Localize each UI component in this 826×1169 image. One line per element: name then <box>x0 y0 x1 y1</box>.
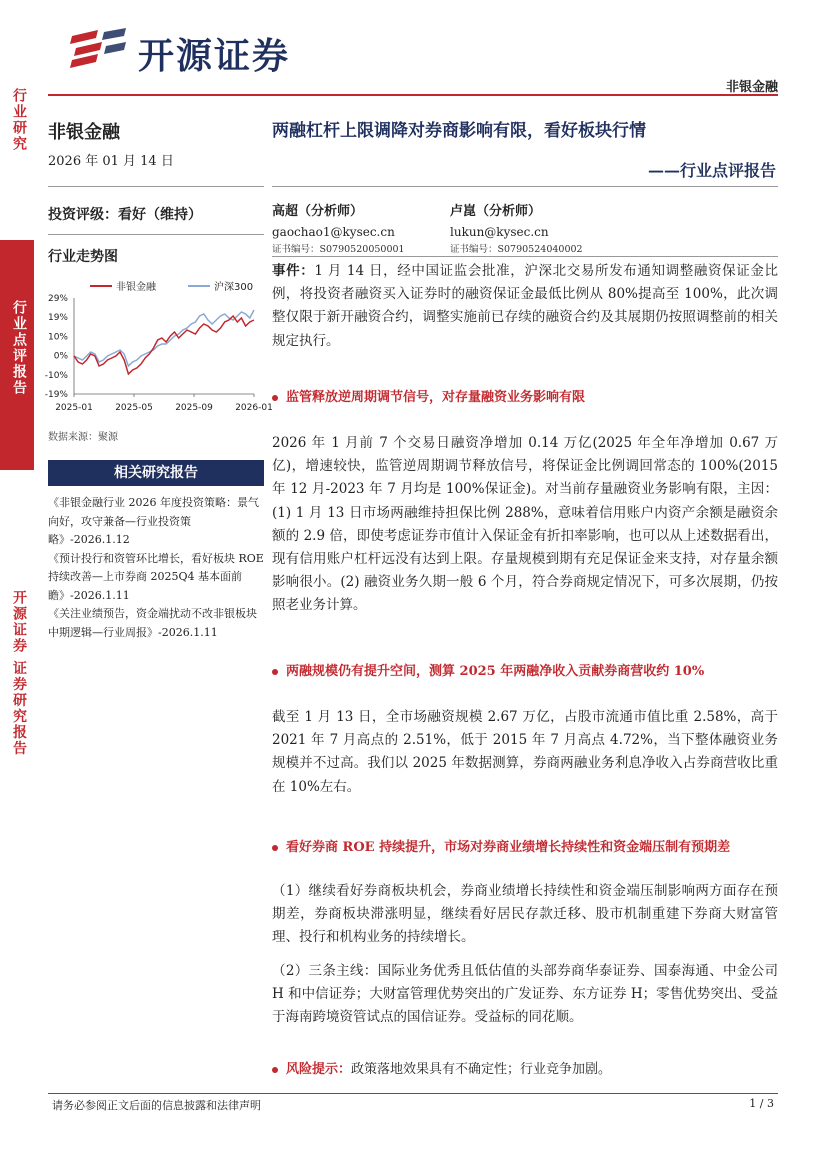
y-tick-label: 19% <box>47 313 68 324</box>
bullet-icon <box>272 845 278 851</box>
series-line <box>74 316 254 374</box>
report-title: 两融杠杆上限调降对券商影响有限，看好板块行情 <box>272 121 646 141</box>
sidebar-bottom <box>0 470 34 1169</box>
analyst-divider <box>272 256 778 257</box>
bullet-icon <box>272 395 278 401</box>
analyst-cert: 证书编号：S0790524040002 <box>450 244 583 255</box>
y-tick-label: 0% <box>53 351 68 362</box>
y-tick-label: -19% <box>44 390 68 400</box>
trend-chart-title: 行业走势图 <box>48 249 118 265</box>
section-paragraph: （2）三条主线：国际业务优秀且低估值的头部券商华泰证券、国泰海通、中金公司 H 和中信证券；大财富管理优势突出的广发证券、东方证券 H；零售优势突出、受益于海南跨境资管试点的国信证券。受益标的同花顺。 <box>272 963 778 1026</box>
related-report-item[interactable]: 《关注业绩预告，资金端扰动不改非银板块中期逻辑—行业周报》-2026.1.11 <box>48 607 257 639</box>
bullet-icon <box>272 669 278 675</box>
sidebar-label-mid: 行业点评报告 <box>11 300 27 396</box>
section-heading <box>272 386 585 405</box>
footer-disclaimer: 请务必参阅正文后面的信息披露和法律声明 <box>52 1099 261 1112</box>
brand-logo-icon <box>68 28 128 74</box>
y-tick-label: 10% <box>47 332 68 343</box>
section-paragraph: 2026 年 1 月前 7 个交易日融资净增加 0.14 万亿(2025 年全年净增加 0.67 万亿)，增速较快，监管逆周期调节释放信号，将保证金比例调回常态的 100%(2015 年 12 月-2023 年 7 月均是 100%保证金)。对当前存量融资业务影响有限，主因：(1) 1 月 13 日市场两融维持担保比例 288%，意味着信用账户内资产余额是融资余额的 2.9 倍，即使考虑证券市值计入保证金有折扣率影响，也可以从上述数据看出，现有信用账户杠杆远没有达到上限。存量规模到期有充足保证金来支持，对存量余额影响很小。(2) 融资业务久期一般 6 个月，符合券商规定情况下，可多次展期，仍按照老业务计算。 <box>272 435 778 614</box>
related-reports-list <box>48 494 264 642</box>
section-heading-text: 看好券商 ROE 持续提升，市场对券商业绩增长持续性和资金端压制有预期差 <box>286 840 731 855</box>
analyst-email[interactable]: gaochao1@kysec.cn <box>272 225 395 239</box>
bullet-icon <box>272 1067 278 1073</box>
analyst-card <box>450 200 583 255</box>
chart-source: 数据来源：聚源 <box>48 432 118 443</box>
brand-name: 开源证券 <box>138 36 291 77</box>
event-paragraph <box>272 260 778 353</box>
footer-divider <box>48 1093 778 1094</box>
report-type: ——行业点评报告 <box>647 161 776 180</box>
event-text: 1 月 14 日，经中国证监会批准，沪深北交易所发布通知调整融资保证金比例，将投资者融资买入证券时的融资保证金最低比例从 80%提高至 100%，此次调整仅限于新开融资合约，调整实施前已存续的融资合约及其展期仍按照调整前的相关规定执行。 <box>272 263 779 349</box>
x-tick-label: 2025-01 <box>55 403 93 413</box>
investment-rating: 投资评级：看好（维持） <box>48 207 202 223</box>
legend-label: 沪深300 <box>214 282 254 293</box>
analyst-card <box>272 200 405 255</box>
risk-label: 风险提示： <box>286 1062 352 1077</box>
title-divider <box>272 186 778 187</box>
chart-axes <box>45 294 273 413</box>
x-tick-label: 2026-01 <box>235 403 273 413</box>
y-tick-label: 29% <box>47 294 68 304</box>
header-divider <box>48 94 778 96</box>
sidebar-mid <box>0 240 34 470</box>
analyst-name: 卢崑（分析师） <box>450 204 542 219</box>
section-heading <box>272 660 704 679</box>
analyst-email[interactable]: lukun@kysec.cn <box>450 225 549 239</box>
sidebar-label-bottom: 开源证券 证券研究报告 <box>11 590 27 757</box>
section-heading-text: 两融规模仍有提升空间，测算 2025 年两融净收入贡献券商营收约 10% <box>286 664 705 679</box>
sidebar-top <box>0 0 34 240</box>
trend-chart <box>40 276 273 421</box>
risk-note <box>272 1058 611 1077</box>
page-number: 1 / 3 <box>749 1097 774 1110</box>
analyst-cert: 证书编号：S0790520050001 <box>272 244 405 255</box>
section-paragraph: 截至 1 月 13 日，全市场融资规模 2.67 万亿，占股市流通市值比重 2.58%，高于 2021 年 7 月高点的 2.51%，低于 2015 年 7 月高点 4.72%，当下整体融资业务规模并不过高。我们以 2025 年数据测算，券商两融业务利息净收入占券商营收比重在 10%左右。 <box>272 709 778 795</box>
chart-lines <box>74 310 254 374</box>
x-tick-label: 2025-09 <box>175 403 213 413</box>
left-divider-1 <box>48 186 264 187</box>
sector-name: 非银金融 <box>48 122 120 143</box>
left-divider-2 <box>48 234 264 235</box>
series-line <box>74 310 254 366</box>
sidebar-label-top: 行业研究 <box>11 88 27 152</box>
section-heading-text: 监管释放逆周期调节信号，对存量融资业务影响有限 <box>286 390 586 405</box>
section-heading <box>272 836 730 855</box>
y-tick-label: -10% <box>44 370 68 381</box>
header-sector-tag: 非银金融 <box>725 80 778 95</box>
analyst-name: 高超（分析师） <box>272 204 364 219</box>
report-date: 2026 年 01 月 14 日 <box>48 154 174 169</box>
related-reports-title: 相关研究报告 <box>48 460 264 486</box>
section-paragraph: （1）继续看好券商板块机会，券商业绩增长持续性和资金端压制影响两方面存在预期差，券商板块滞涨明显，继续看好居民存款迁移、股市机制重建下券商大财富管理、投行和机构业务的持续增长。 <box>272 883 778 946</box>
related-report-item[interactable]: 《非银金融行业 2026 年度投资策略：景气向好，攻守兼备—行业投资策略》-2026.1.12 <box>48 496 259 546</box>
risk-text: 政策落地效果具有不确定性；行业竞争加剧。 <box>351 1062 612 1077</box>
x-tick-label: 2025-05 <box>115 403 153 413</box>
related-report-item[interactable]: 《预计投行和资管环比增长，看好板块 ROE 持续改善—上市券商 2025Q4 基本面前瞻》-2026.1.11 <box>48 551 264 602</box>
event-label: 事件： <box>272 263 315 279</box>
legend-label: 非银金融 <box>116 282 156 293</box>
chart-legend <box>90 280 253 293</box>
